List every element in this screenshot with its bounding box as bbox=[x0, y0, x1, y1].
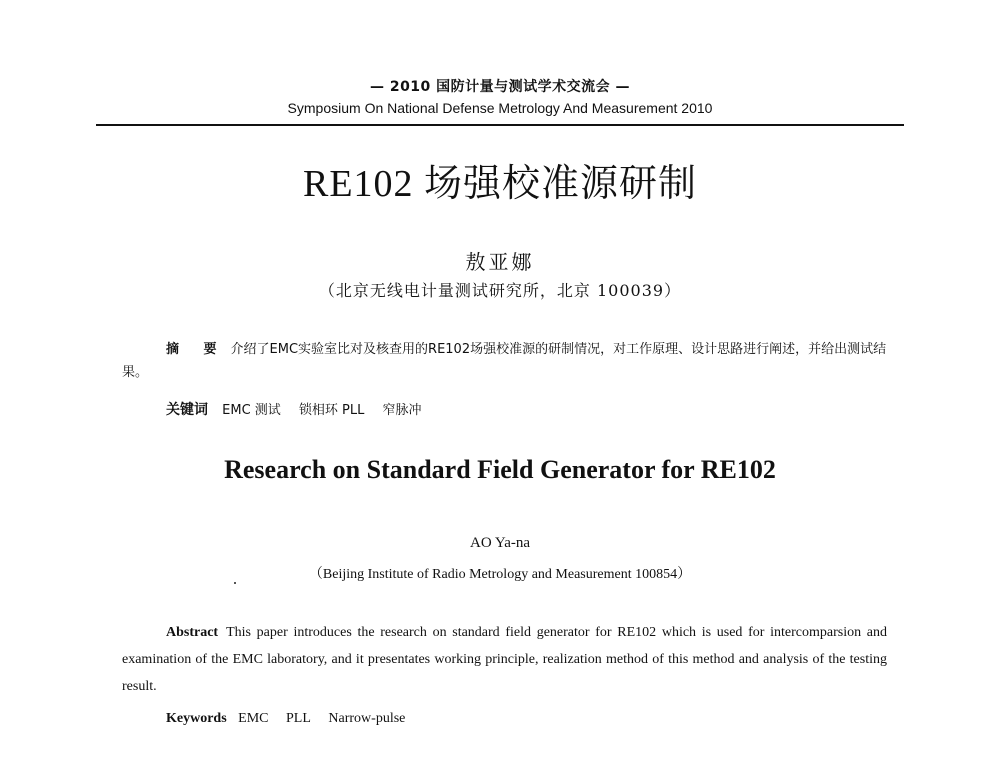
keywords-chinese-label: 关键词 bbox=[166, 402, 208, 418]
conference-header-english: Symposium On National Defense Metrology And Measurement 2010 bbox=[287, 100, 713, 116]
author-chinese: 敖亚娜 bbox=[465, 250, 535, 274]
author-english: AO Ya-na bbox=[470, 535, 530, 551]
keywords-english bbox=[166, 711, 886, 727]
keyword-chinese: 窄脉冲 bbox=[382, 403, 422, 418]
keyword-english: Narrow-pulse bbox=[328, 711, 406, 726]
affiliation-chinese: （北京无线电计量测试研究所，北京 100039） bbox=[318, 281, 682, 300]
abstract-english-label: Abstract bbox=[166, 625, 219, 640]
abstract-chinese-label: 摘 要 bbox=[166, 342, 227, 357]
keywords-chinese bbox=[166, 399, 886, 419]
keyword-chinese: 锁相环 PLL bbox=[298, 403, 365, 418]
affiliation-english: （Beijing Institute of Radio Metrology and Measurement 100854） bbox=[308, 567, 692, 582]
paper-title-english: Research on Standard Field Generator for RE102 bbox=[224, 455, 776, 484]
abstract-chinese bbox=[122, 338, 887, 384]
keyword-english: PLL bbox=[286, 711, 311, 726]
abstract-english bbox=[122, 619, 887, 700]
scan-speck bbox=[234, 582, 236, 584]
paper-title-chinese: RE102 场强校准源研制 bbox=[302, 163, 698, 205]
conference-header-chinese: — 2010 国防计量与测试学术交流会 — bbox=[369, 79, 631, 95]
keywords-english-label: Keywords bbox=[166, 711, 227, 726]
header-divider bbox=[96, 124, 904, 126]
abstract-english-text: This paper introduces the research on standard field generator for RE102 which is used for intercomparsion and examination of the EMC laboratory, and it presentates working principle, realization method of this method and analysis of the testing result. bbox=[122, 625, 887, 694]
keyword-english: EMC bbox=[238, 711, 269, 726]
keyword-chinese: EMC 测试 bbox=[222, 403, 281, 418]
abstract-chinese-text: 介绍了EMC实验室比对及核查用的RE102场强校准源的研制情况，对工作原理、设计思路进行阐述，并给出测试结果。 bbox=[122, 342, 887, 380]
